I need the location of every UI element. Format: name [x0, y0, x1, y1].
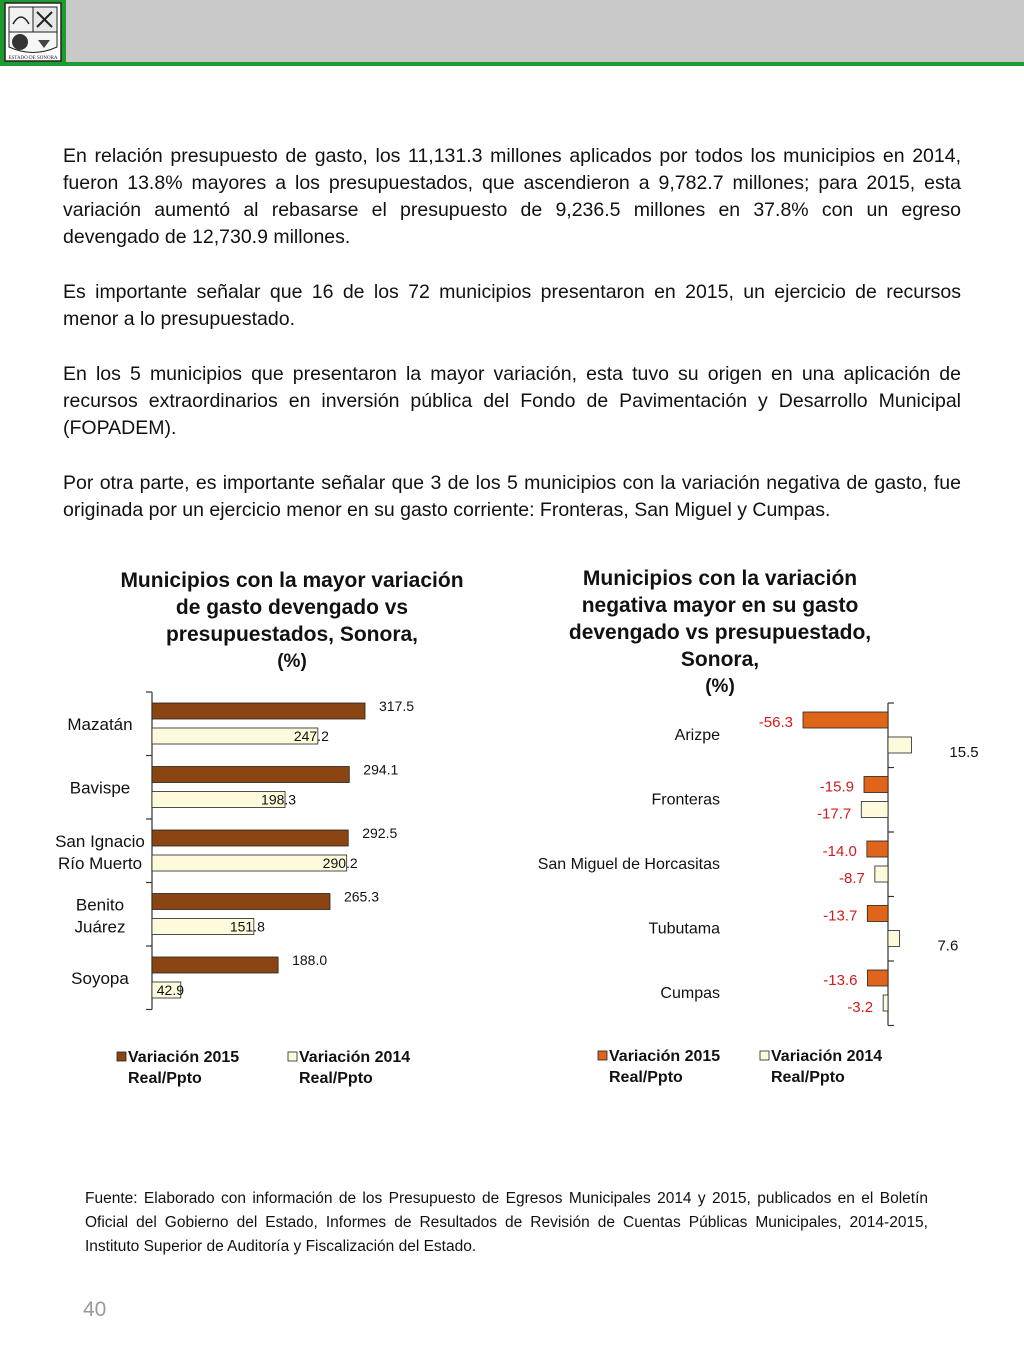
chart1-bar-2015 [152, 957, 278, 973]
chart2-title-line: devengado vs presupuestado, [568, 621, 872, 644]
chart2-value-label-2014: -17.7 [817, 805, 852, 823]
paragraph-2: Es importante señalar que 16 de los 72 municipios presentaron en 2015, un ejercicio de recursos menor a lo presupuestado. [63, 281, 961, 330]
chart2-category-label: Cumpas [660, 985, 720, 1002]
chart2-value-label-2014: -3.2 [847, 999, 874, 1016]
chart1-bar-2014 [152, 855, 347, 871]
chart2-value-label-2015: -56.3 [758, 714, 793, 731]
chart2-value-label-2015: -13.7 [823, 907, 858, 925]
chart2-legend-2014-label: Variación 2014 [771, 1048, 883, 1065]
chart1-title-line: presupuestados, Sonora, [165, 623, 419, 646]
chart1-legend-2015-swatch [117, 1052, 126, 1061]
paragraph-4: Por otra parte, es importante señalar que 3 de los 5 municipios con la variación negativa de gasto, fue originada por un ejercicio menor en su gasto corriente: Fronteras, San Miguel y Cumpas. [63, 472, 961, 521]
chart1-value-label-2015: 317.5 [379, 698, 415, 714]
chart1-title-line: Municipios con la mayor variación [120, 569, 464, 592]
chart2-value-label-2014: 7.6 [937, 937, 959, 955]
chart2-category-label: San Miguel de Horcasitas [537, 856, 720, 873]
chart2-category-label: Tubutama [648, 920, 720, 938]
chart1-value-label-2014: 198.3 [261, 791, 297, 808]
chart2-category-label: Fronteras [651, 791, 720, 809]
chart2-bar-2014 [888, 931, 899, 947]
paragraph-1: En relación presupuesto de gasto, los 11,131.3 millones aplicados por todos los municipios en 2014, fueron 13.8% mayores a los presupuestados, que ascendieron a 9,782.7 millones; para 2015, esta variación aumentó al rebasarse el presupuesto de 9,236.5 millones en 37.8% con un egreso devengado de 12,730.9 millones. [63, 145, 961, 248]
chart2-legend-2014-swatch [760, 1051, 769, 1060]
chart2-title-line: Sonora, [680, 648, 760, 671]
chart2-legend-2014-label: Real/Ppto [771, 1069, 845, 1086]
chart2-bar-2014 [861, 802, 888, 818]
chart1-value-label-2015: 188.0 [292, 952, 328, 968]
chart1-bar-2015 [152, 830, 348, 846]
source-note: Fuente: Elaborado con información de los Presupuesto de Egresos Municipales 2014 y 2015, publicados en el Boletín Oficial del Gobierno del Estado, Informes de Resultados de Revisión de Cuentas Públicas Municipales, 2014-2015, Instituto Superior de Auditoría y Fiscalización del Estado. [85, 1190, 928, 1255]
chart1-value-label-2015: 292.5 [362, 825, 398, 841]
chart2-title-line: negativa mayor en su gasto [581, 594, 859, 617]
chart2-bar-2015 [864, 777, 888, 793]
chart1-bar-2015 [152, 767, 349, 783]
chart2-bar-2014 [888, 737, 911, 753]
chart1-subtitle: (%) [277, 651, 307, 672]
chart1-value-label-2014: 290.2 [322, 855, 358, 871]
chart2-bar-2014 [875, 866, 888, 882]
chart1-legend-2014-swatch [288, 1052, 297, 1061]
chart2-value-label-2015: -14.0 [822, 843, 857, 860]
chart1-category-label: Bavispe [69, 778, 131, 798]
chart2-category-label: Arizpe [674, 727, 720, 744]
chart1-legend-2015-label: Variación 2015 [128, 1049, 240, 1066]
chart1-title-line: de gasto devengado vs [175, 596, 409, 619]
chart2-legend-2015-swatch [598, 1051, 607, 1060]
chart1-legend-2014-label: Variación 2014 [299, 1049, 411, 1066]
chart2-value-label-2014: 15.5 [949, 744, 979, 761]
chart2-legend-2015-label: Variación 2015 [609, 1048, 721, 1065]
chart1-value-label-2014: 42.9 [156, 982, 185, 998]
chart1-category-label: Mazatán [67, 715, 133, 734]
chart2-bar-2015 [867, 970, 888, 986]
chart2-subtitle: (%) [705, 676, 735, 697]
chart2-legend-2015-label: Real/Ppto [609, 1069, 683, 1086]
chart1-value-label-2014: 151.8 [229, 918, 265, 935]
chart2-bar-2015 [867, 906, 888, 922]
chart1-legend-2014-label: Real/Ppto [299, 1070, 373, 1087]
chart2-value-label-2014: -8.7 [839, 870, 865, 887]
chart2-value-label-2015: -15.9 [819, 778, 854, 796]
paragraph-3: En los 5 municipios que presentaron la mayor variación, esta tuvo su origen en una aplicación de recursos extraordinarios en inversión pública del Fondo de Pavimentación y Desarrollo Municipal (FOPADEM). [63, 363, 961, 439]
chart1-category-label: Benito [75, 895, 125, 915]
chart1-category-label: San Ignacio [55, 832, 145, 851]
chart1-legend-2015-label: Real/Ppto [128, 1070, 202, 1087]
chart1-category-label: Río Muerto [57, 854, 143, 873]
chart1-value-label-2015: 265.3 [343, 888, 380, 905]
logo-caption: ESTADO DE SONORA [8, 56, 58, 61]
chart1-category-label: Soyopa [71, 969, 129, 988]
chart1-value-label-2015: 294.1 [363, 761, 399, 778]
chart1-category-label: Juárez [74, 917, 126, 937]
chart1-bar-2015 [152, 703, 365, 719]
page-number: 40 [83, 1298, 107, 1321]
chart2-bar-2015 [867, 841, 888, 857]
chart2-bar-2015 [803, 712, 888, 728]
chart2-bar-2014 [883, 995, 888, 1011]
chart2-title-line: Municipios con la variación [582, 567, 858, 590]
chart2-value-label-2015: -13.6 [823, 972, 858, 989]
chart1-value-label-2014: 247.2 [293, 728, 329, 744]
chart1-bar-2015 [152, 894, 330, 910]
